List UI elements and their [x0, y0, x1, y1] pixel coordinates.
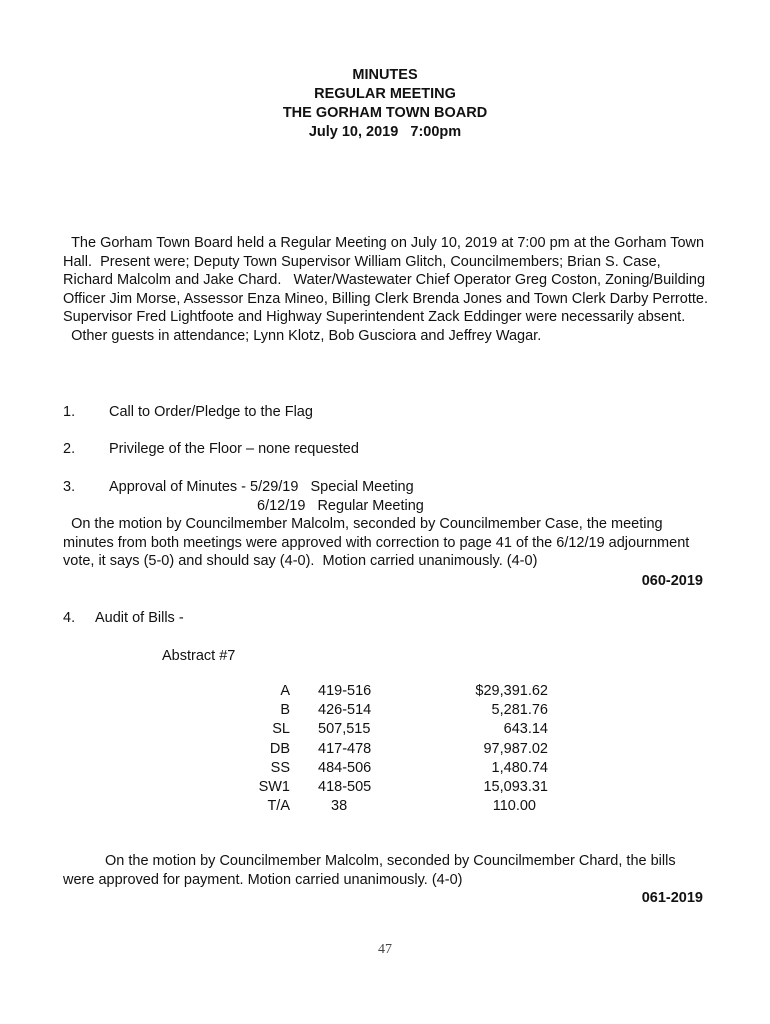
title-town-board: THE GORHAM TOWN BOARD: [282, 105, 488, 121]
amount: 97,987.02: [483, 740, 548, 757]
abstract-row: [0, 702, 770, 721]
abstract-row: [0, 741, 770, 760]
fund-code: SW1: [258, 779, 290, 795]
guests-line: Other guests in attendance; Lynn Klotz, Bob Gusciora and Jeffrey Wagar.: [63, 327, 542, 344]
abstract-row: [0, 798, 770, 817]
item-2-text: Privilege of the Floor – none requested: [109, 441, 359, 457]
item-3-text: Approval of Minutes - 5/29/19 Special Meeting: [109, 479, 414, 495]
title-minutes: MINUTES: [352, 67, 418, 83]
item-1-number: 1.: [63, 404, 76, 420]
voucher-range: 484-506: [318, 759, 372, 776]
item-3-text-second-line: 6/12/19 Regular Meeting: [257, 498, 424, 514]
voucher-range: 38: [331, 798, 348, 815]
page-number: 47: [378, 942, 392, 957]
resolution-061-2019: 061-2019: [641, 890, 703, 906]
fund-code: T/A: [267, 798, 290, 815]
amount: 15,093.31: [483, 779, 548, 795]
abstract-row: [0, 779, 770, 798]
voucher-range: 417-478: [318, 740, 372, 757]
item-2-number: 2.: [63, 441, 76, 457]
abstract-row: [0, 760, 770, 779]
abstract-row: [0, 721, 770, 740]
item-1-text: Call to Order/Pledge to the Flag: [109, 404, 313, 420]
fund-code: B: [280, 702, 290, 719]
voucher-range: 507,515: [318, 721, 371, 738]
item-4-number: 4.: [63, 610, 76, 626]
abstract-label: Abstract #7: [162, 648, 236, 664]
voucher-range: 418-505: [318, 779, 372, 795]
intro-paragraph: The Gorham Town Board held a Regular Meeting on July 10, 2019 at 7:00 pm at the Gorham Town Hall. Present were; Deputy Town Supervisor William Glitch, Councilmembers; Brian S. Case, Richard Malcolm and Jake Chard. Water/Wastewater Chief Operator Greg Coston, Zoning/Building Officer Jim Morse, Assessor Enza Mineo, Billing Clerk Brenda Jones and Town Clerk Darby Perrotte. Supervisor Fred Lightfoote and Highway Superintendent Zack Eddinger were necessarily absent.: [63, 235, 717, 325]
amount: 643.14: [503, 721, 548, 738]
voucher-range: 426-514: [318, 702, 372, 719]
item-3-number: 3.: [63, 479, 76, 495]
intro-section: [63, 234, 717, 345]
amount: 110.00: [492, 798, 536, 815]
fund-code: SS: [270, 759, 290, 776]
item-3-motion: On the motion by Councilmember Malcolm, seconded by Councilmember Case, the meeting minutes from both meetings were approved with correction to page 41 of the 6/12/19 adjournment vote, it says (5-0) and should say (4-0). Motion carried unanimously. (4-0): [63, 516, 694, 569]
title-date: July 10, 2019 7:00pm: [308, 124, 462, 140]
fund-code: DB: [269, 740, 290, 757]
abstract-row: [0, 683, 770, 702]
document-title: [0, 66, 770, 142]
item-4-motion-line-1: On the motion by Councilmember Malcolm, seconded by Councilmember Chard, the bills: [105, 853, 676, 869]
fund-code: A: [280, 683, 290, 699]
fund-code: SL: [272, 721, 290, 738]
amount: $29,391.62: [475, 683, 548, 699]
item-4-motion-line-2: were approved for payment. Motion carried unanimously. (4-0): [63, 872, 463, 888]
voucher-range: 419-516: [318, 683, 372, 699]
amount: 5,281.76: [491, 702, 548, 719]
item-4-text: Audit of Bills -: [95, 610, 184, 626]
resolution-060-2019: 060-2019: [641, 573, 703, 589]
title-regular-meeting: REGULAR MEETING: [314, 86, 456, 102]
amount: 1,480.74: [491, 759, 548, 776]
